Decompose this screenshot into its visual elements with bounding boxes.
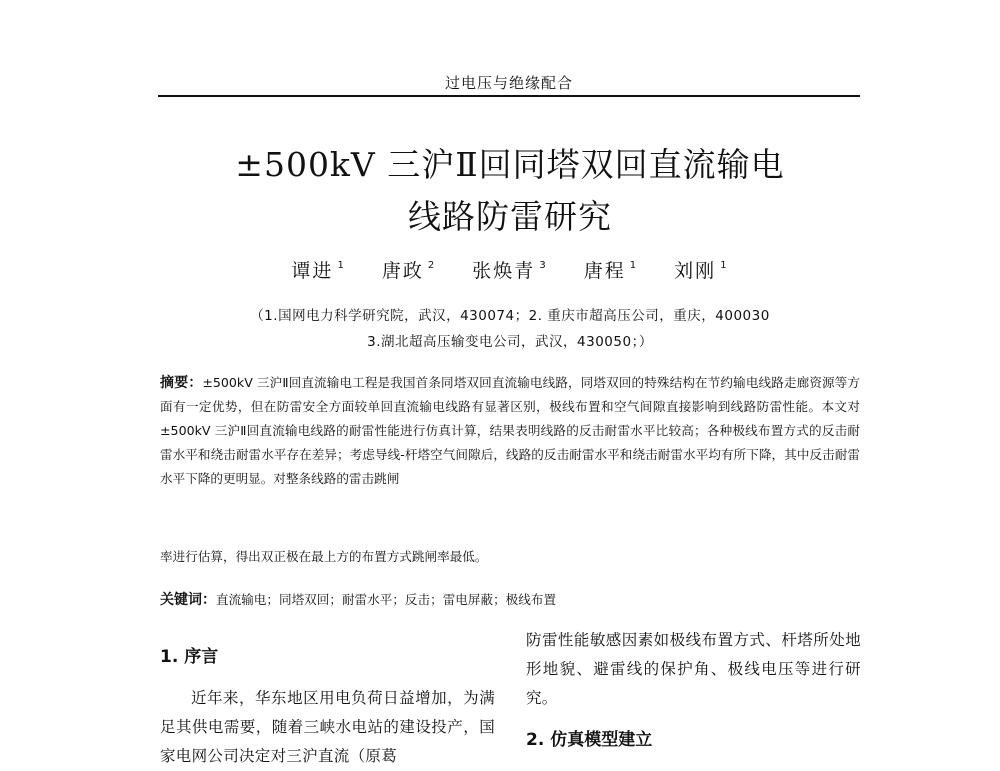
abstract	[160, 371, 860, 491]
author-name: 张焕青	[472, 260, 536, 282]
body-paragraph: 近年来，华东地区用电负荷日益增加，为满足其供电需要，随着三峡水电站的建设投产，国家电网公司决定对三沪直流（原葛	[160, 689, 495, 765]
author-affiliation-mark: 2	[427, 260, 437, 271]
body-paragraph: 防雷性能敏感因素如极线布置方式、杆塔所处地形地貌、避雷线的保护角、极线电压等进行研究。	[526, 631, 861, 707]
keywords	[160, 589, 860, 609]
abstract-text: ±500kV 三沪Ⅱ回直流输电工程是我国首条同塔双回直流输电线路，同塔双回的特殊结构在节约输电线路走廊资源等方面有一定优势，但在防雷安全方面较单回直流输电线路有显著区别，极线布置和空气间隙直接影响到线路防雷性能。本文对±500kV 三沪Ⅱ回直流输电线路的耐雷性能进行仿真计算，结果表明线路的反击耐雷水平比较高；各种极线布置方式的反击耐雷水平和绕击耐雷水平存在差异；考虑导线-杆塔空气间隙后，线路的反击耐雷水平和绕击耐雷水平均有所下降，其中反击耐雷水平下降的更明显。对整条线路的雷击跳闸	[160, 375, 861, 486]
author-affiliation-mark: 1	[720, 260, 729, 271]
keywords-text: 直流输电；同塔双回；耐雷水平；反击；雷电屏蔽；极线布置	[216, 592, 557, 607]
author-name: 唐程	[583, 260, 626, 282]
author	[382, 260, 436, 282]
keywords-label: 关键词：	[160, 592, 216, 608]
running-head: 过电压与绝缘配合	[444, 74, 573, 92]
affiliation-line-2: 3.湖北超高压输变电公司，武汉，430050；）	[367, 334, 653, 350]
author	[584, 260, 638, 282]
left-column	[160, 640, 495, 771]
paper-title-line-1: ±500kV 三沪Ⅱ回同塔双回直流输电	[235, 145, 785, 184]
abstract-label: 摘要：	[160, 375, 203, 391]
right-column	[526, 626, 861, 757]
author-name: 刘刚	[674, 260, 717, 282]
author-affiliation-mark: 3	[539, 260, 548, 271]
abstract-tail: 率进行估算，得出双正极在最上方的布置方式跳闸率最低。	[160, 549, 488, 564]
author	[291, 260, 345, 282]
affiliation-line-1: （1.国网电力科学研究院，武汉，430074；2. 重庆市超高压公司，重庆，400030	[250, 308, 770, 324]
author-affiliation-mark: 1	[629, 260, 639, 271]
author	[674, 260, 728, 282]
author-list	[150, 256, 870, 283]
author	[472, 260, 547, 282]
section-heading-simulation-model: 2. 仿真模型建立	[526, 730, 653, 750]
header-rule	[158, 95, 860, 97]
author-affiliation-mark: 1	[337, 260, 346, 271]
author-name: 唐政	[381, 260, 424, 282]
paper-title-line-2: 线路防雷研究	[408, 197, 612, 236]
author-name: 谭进	[291, 260, 334, 282]
section-heading-introduction: 1. 序言	[160, 647, 219, 667]
